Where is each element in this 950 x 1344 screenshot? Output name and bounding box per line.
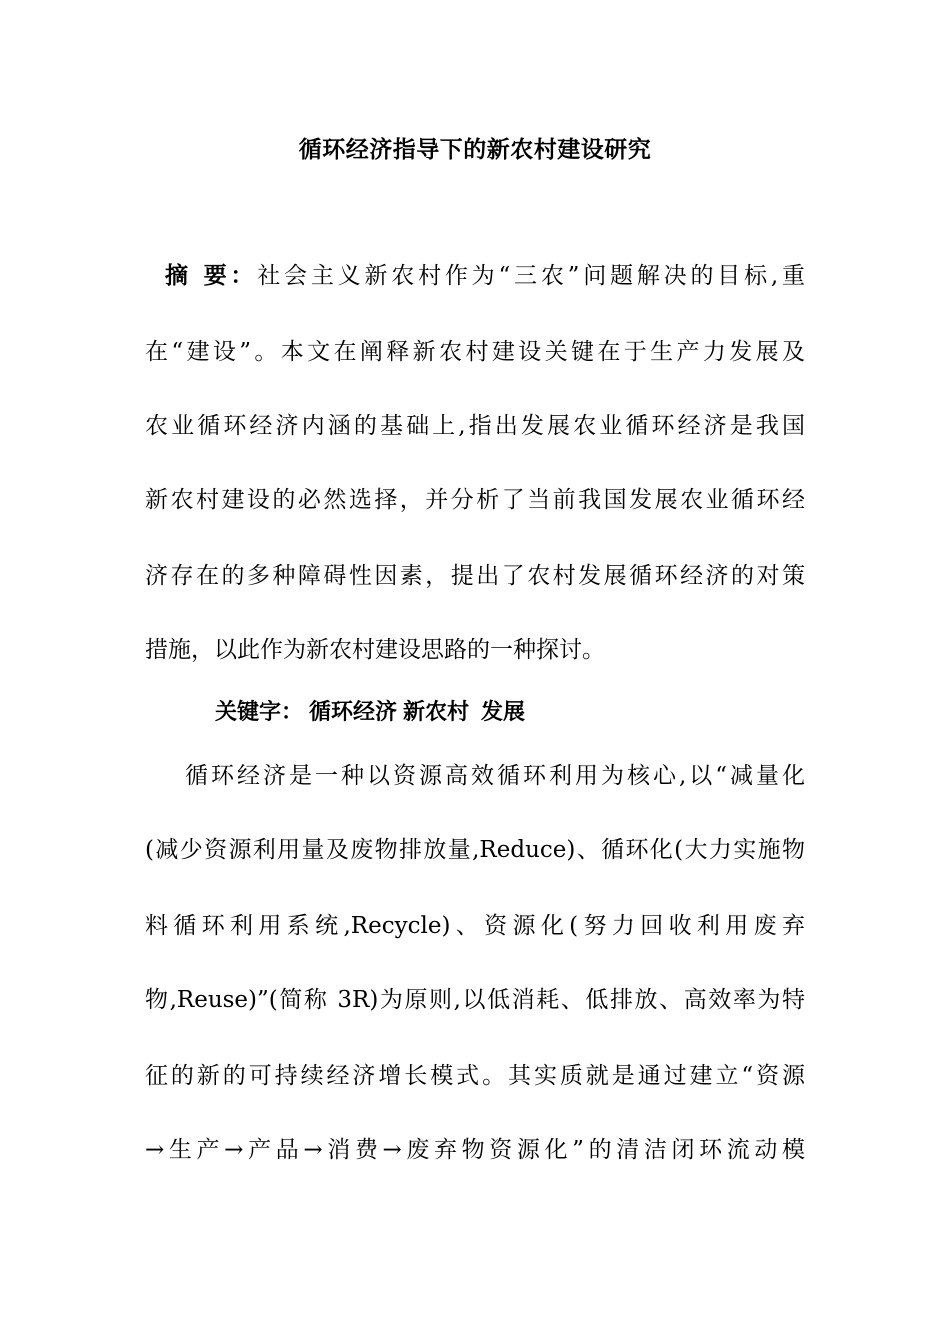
body-line: 料循环利用系统,Recycle)、资源化(努力回收利用废弃 [145,913,805,939]
keyword: 新农村 [403,700,470,725]
body-line: 征的新的可持续经济增长模式。其实质就是通过建立“资源 [145,1063,805,1089]
abstract-line: 新农村建设的必然选择，并分析了当前我国发展农业循环经 [145,487,805,513]
body-line: 物,Reuse)”(简称 3R)为原则,以低消耗、低排放、高效率为特 [145,987,805,1013]
document-title: 循环经济指导下的新农村建设研究 [298,137,652,163]
abstract-line: 措施，以此作为新农村建设思路的一种探讨。 [145,637,605,663]
abstract-line [165,258,805,294]
body-line: (减少资源利用量及废物排放量,Reduce)、循环化(大力实施物 [145,837,805,863]
abstract-label: 摘 要： [165,263,258,289]
keyword: 发展 [481,700,526,725]
keywords-label: 关键字： [215,700,304,725]
keywords-line [215,695,525,731]
abstract-text: 社会主义新农村作为“三农”问题解决的目标,重 [257,263,805,289]
abstract-line: 在“建设”。本文在阐释新农村建设关键在于生产力发展及 [145,339,805,365]
abstract-line: 济存在的多种障碍性因素，提出了农村发展循环经济的对策 [145,563,805,589]
body-line: 循环经济是一种以资源高效循环利用为核心,以“减量化 [185,763,805,789]
keyword: 循环经济 [309,700,398,725]
body-line: →生产→产品→消费→废弃物资源化”的清洁闭环流动模 [145,1137,805,1163]
abstract-line: 农业循环经济内涵的基础上,指出发展农业循环经济是我国 [145,413,805,439]
